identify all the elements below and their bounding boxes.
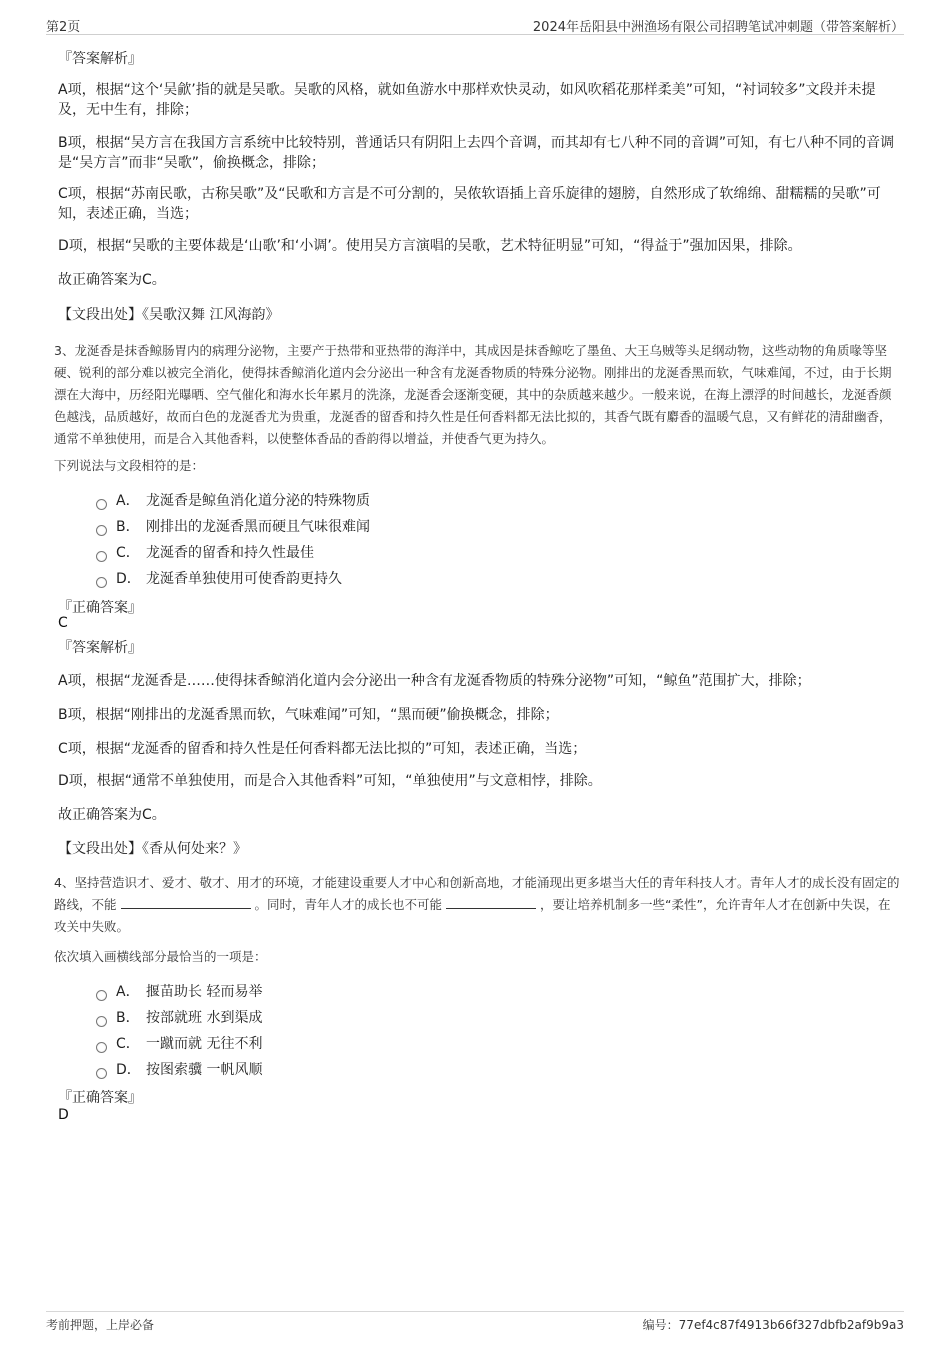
document-title: 2024年岳阳县中洲渔场有限公司招聘笔试冲刺题（带答案解析） (532, 20, 904, 35)
radio-icon[interactable] (96, 1042, 107, 1053)
q3-option-c[interactable]: C． 龙涎香的留香和持久性最佳 (96, 541, 370, 563)
q2-analysis-c: C项，根据“苏南民歌，古称吴歌”及“民歌和方言是不可分割的，吴侬软语插上音乐旋律的翅膀，自然形成了软绵绵、甜糯糯的吴歌”可知，表述正确，当选； (58, 186, 881, 222)
q3-analysis-a: A项，根据“龙涎香是……使得抹香鲸消化道内会分泌出一种含有龙涎香物质的特殊分泌物”可知，“鲸鱼”范围扩大，排除； (58, 673, 811, 689)
q3-analysis-b: B项，根据“刚排出的龙涎香黑而软，气味难闻”可知，“黑而硬”偷换概念，排除； (58, 707, 559, 723)
q3-source: 【文段出处】《香从何处来？》 (58, 841, 247, 857)
q4-option-a[interactable]: A． 揠苗助长 轻而易举 (96, 980, 262, 1002)
q4-prompt: 依次填入画横线部分最恰当的一项是： (54, 949, 267, 964)
document-code: 编号：77ef4c87f4913b66f327dbfb2af9b9a3 (642, 1318, 904, 1332)
page-header (46, 14, 904, 35)
q2-analysis-a: A项，根据“这个‘吴歈’指的就是吴歌。吴歌的风格，就如鱼游水中那样欢快灵动，如风吹稻花那样柔美”可知，“衬词较多”文段并未提及，无中生有，排除； (58, 82, 876, 118)
q3-option-b[interactable]: B． 刚排出的龙涎香黑而硬且气味很难闻 (96, 515, 370, 537)
page-footer (46, 1311, 904, 1332)
radio-icon[interactable] (96, 1068, 107, 1079)
page-number: 第2页 (46, 20, 81, 35)
q3-prompt: 下列说法与文段相符的是： (54, 458, 205, 473)
q4-answer-label: 『正确答案』 (58, 1090, 142, 1106)
radio-icon[interactable] (96, 990, 107, 1001)
q3-passage: 3、龙涎香是抹香鲸肠胃内的病理分泌物，主要产于热带和亚热带的海洋中，其成因是抹香鲸吃了墨鱼、大王乌贼等头足纲动物，这些动物的角质喙等坚硬、锐利的部分难以被完全消化，使得抹香鲸消化道内会分泌出一种含有龙涎香物质的特殊分泌物。刚排出的龙涎香黑而软，气味难闻，不过，由于长期漂在大海中，历经阳光曝晒、空气催化和海水长年累月的洗涤，龙涎香会逐渐变硬，其中的杂质越来越少。一般来说，在海上漂浮的时间越长，龙涎香颜色越浅，品质越好，故而白色的龙涎香尤为贵重，龙涎香的留香和持久性是任何香料都无法比拟的，其香气既有麝香的温暖气息，又有鲜花的清甜幽香，通常不单独使用，而是合入其他香料，以使整体香品的香韵得以增益，并使香气更为持久。 (54, 343, 892, 446)
q3-answer-label: 『正确答案』 (58, 600, 142, 616)
q2-analysis-b: B项，根据“吴方言在我国方言系统中比较特别，普通话只有阴阳上去四个音调，而其却有七八种不同的音调”可知，有七八种不同的音调是“吴方言”而非“吴歌”，偷换概念，排除； (58, 135, 895, 171)
radio-icon[interactable] (96, 525, 107, 536)
q4-passage: 4、坚持营造识才、爱才、敬才、用才的环境，才能建设重要人才中心和创新高地，才能涌现出更多堪当大任的青年科技人才。青年人才的成长没有固定的路线，不能 。同时，青年人才的成长也不可能 ，要让培养机制多一些“柔性”，允许青年人才在创新中失误，在攻关中失败。 (54, 875, 900, 934)
q4-option-b[interactable]: B． 按部就班 水到渠成 (96, 1006, 262, 1028)
q3-conclusion: 故正确答案为C。 (58, 807, 166, 823)
q2-analysis-d: D项，根据“吴歌的主要体裁是‘山歌’和‘小调’。使用吴方言演唱的吴歌，艺术特征明显”可知，“得益于”强加因果，排除。 (58, 238, 802, 254)
radio-icon[interactable] (96, 499, 107, 510)
q3-answer: C (58, 615, 68, 631)
radio-icon[interactable] (96, 551, 107, 562)
q3-analysis-label: 『答案解析』 (58, 640, 142, 656)
radio-icon[interactable] (96, 577, 107, 588)
blank-1 (121, 896, 251, 909)
q4-option-d[interactable]: D． 按图索骥 一帆风顺 (96, 1058, 262, 1080)
q4-answer: D (58, 1107, 69, 1123)
blank-2 (446, 896, 536, 909)
q3-analysis-d: D项，根据“通常不单独使用，而是合入其他香料”可知，“单独使用”与文意相悖，排除。 (58, 773, 602, 789)
q4-options (96, 980, 262, 1080)
q4-option-c[interactable]: C． 一蹴而就 无往不利 (96, 1032, 262, 1054)
q2-analysis-label: 『答案解析』 (58, 51, 142, 67)
q2-conclusion: 故正确答案为C。 (58, 272, 166, 288)
q3-option-a[interactable]: A． 龙涎香是鲸鱼消化道分泌的特殊物质 (96, 489, 370, 511)
q3-option-d[interactable]: D． 龙涎香单独使用可使香韵更持久 (96, 567, 370, 589)
q2-source: 【文段出处】《吴歌汉舞 江风海韵》 (58, 307, 280, 323)
q3-options (96, 489, 370, 589)
footer-slogan: 考前押题，上岸必备 (46, 1318, 155, 1332)
q3-analysis-c: C项，根据“龙涎香的留香和持久性是任何香料都无法比拟的”可知，表述正确，当选； (58, 741, 587, 757)
radio-icon[interactable] (96, 1016, 107, 1027)
